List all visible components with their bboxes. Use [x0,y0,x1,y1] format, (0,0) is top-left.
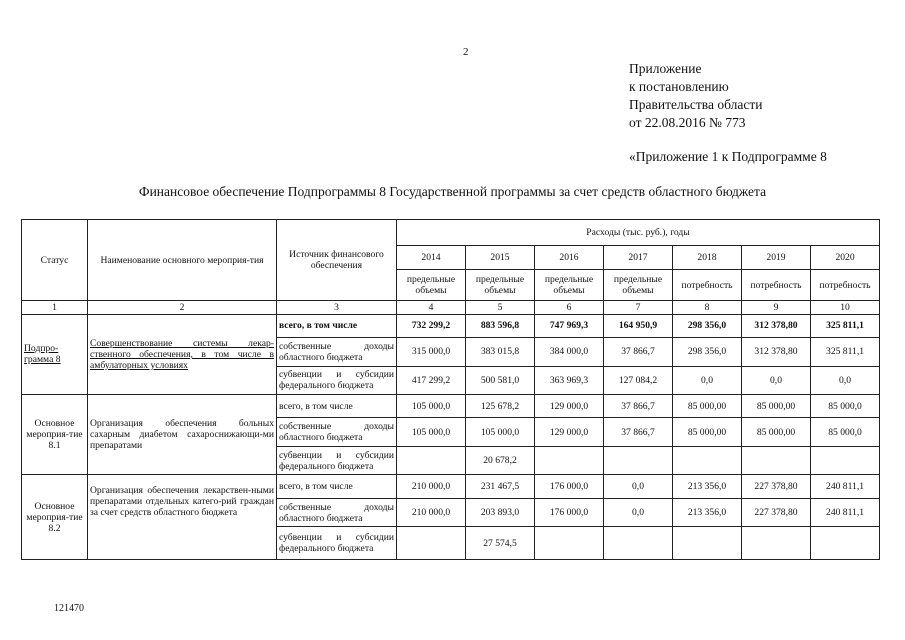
table-row [22,395,880,418]
page-number: 2 [463,46,469,58]
header-year: 2014 [397,246,466,269]
header-kind: потребность [673,269,742,301]
value-cell: 127 084,2 [604,366,673,395]
appendix-line: от 22.08.2016 № 773 [629,115,746,130]
measure-name-cell: Совершенствование системы лекар-ственного обеспечения, в том числе в амбулаторных условиях [88,314,277,394]
value-cell: 312 378,80 [742,338,811,367]
table-row [22,314,880,337]
value-cell: 37 866,7 [604,395,673,418]
value-cell [742,446,811,475]
value-cell: 0,0 [604,498,673,527]
header-year: 2019 [742,246,811,269]
financing-table [21,219,880,560]
value-cell [673,446,742,475]
value-cell: 203 893,0 [466,498,535,527]
value-cell: 883 596,8 [466,314,535,337]
appendix-block [629,60,762,132]
header-year: 2017 [604,246,673,269]
measure-name-cell: Организация обеспечения лекарствен-ными препаратами отдельных катего-рий граждан за счет средств областного бюджета [88,475,277,560]
source-cell: собственные доходы областного бюджета [277,498,397,527]
value-cell: 732 299,2 [397,314,466,337]
value-cell: 325 811,1 [811,314,880,337]
value-cell: 363 969,3 [535,366,604,395]
value-cell: 85 000,0 [811,395,880,418]
source-cell: всего, в том числе [277,475,397,498]
value-cell: 37 866,7 [604,338,673,367]
value-cell: 129 000,0 [535,395,604,418]
value-cell: 125 678,2 [466,395,535,418]
value-cell [811,527,880,560]
value-cell [604,446,673,475]
status-cell: Подпро-грамма 8 [22,314,88,394]
value-cell: 85 000,00 [673,395,742,418]
value-cell: 85 000,00 [742,418,811,447]
table-row [22,475,880,498]
measure-name-cell: Организация обеспечения больных сахарным диабетом сахароснижающи-ми препаратами [88,395,277,475]
header-kind: предельные объемы [604,269,673,301]
value-cell: 0,0 [811,366,880,395]
header-kind: потребность [742,269,811,301]
value-cell: 0,0 [742,366,811,395]
header-year: 2020 [811,246,880,269]
value-cell: 240 811,1 [811,498,880,527]
document-code: 121470 [54,603,84,614]
value-cell: 210 000,0 [397,475,466,498]
source-cell: собственные доходы областного бюджета [277,338,397,367]
value-cell [535,527,604,560]
header-year: 2016 [535,246,604,269]
value-cell: 227 378,80 [742,498,811,527]
header-kind: предельные объемы [466,269,535,301]
column-number: 4 [397,301,466,314]
source-cell: субвенции и субсидии федерального бюджета [277,366,397,395]
value-cell [397,446,466,475]
header-kind: предельные объемы [535,269,604,301]
value-cell: 500 581,0 [466,366,535,395]
value-cell: 85 000,0 [811,418,880,447]
value-cell: 298 356,0 [673,338,742,367]
value-cell [397,527,466,560]
status-cell: Основное мероприя-тие 8.1 [22,395,88,475]
status-cell: Основное мероприя-тие 8.2 [22,475,88,560]
column-number: 6 [535,301,604,314]
source-cell: собственные доходы областного бюджета [277,418,397,447]
appendix-line: Приложение [629,61,702,76]
value-cell: 20 678,2 [466,446,535,475]
column-number: 10 [811,301,880,314]
value-cell: 231 467,5 [466,475,535,498]
header-status: Статус [22,220,88,301]
appendix-line: Правительства области [629,97,763,112]
appendix-line: к постановлению [629,79,729,94]
value-cell: 105 000,0 [397,418,466,447]
column-number: 1 [22,301,88,314]
source-cell: всего, в том числе [277,314,397,337]
value-cell: 383 015,8 [466,338,535,367]
column-number: 9 [742,301,811,314]
column-number: 7 [604,301,673,314]
value-cell: 384 000,0 [535,338,604,367]
value-cell: 85 000,00 [673,418,742,447]
value-cell: 176 000,0 [535,475,604,498]
header-kind: предельные объемы [397,269,466,301]
value-cell [742,527,811,560]
column-number: 5 [466,301,535,314]
column-number: 2 [88,301,277,314]
value-cell: 325 811,1 [811,338,880,367]
value-cell: 0,0 [604,475,673,498]
value-cell: 227 378,80 [742,475,811,498]
header-kind: потребность [811,269,880,301]
value-cell: 747 969,3 [535,314,604,337]
value-cell: 240 811,1 [811,475,880,498]
value-cell: 312 378,80 [742,314,811,337]
value-cell: 129 000,0 [535,418,604,447]
header-name: Наименование основного мероприя-тия [88,220,277,301]
column-number: 3 [277,301,397,314]
header-year: 2015 [466,246,535,269]
annex-line: «Приложение 1 к Подпрограмме 8 [629,149,827,164]
header-year: 2018 [673,246,742,269]
source-cell: субвенции и субсидии федерального бюджета [277,446,397,475]
value-cell: 85 000,00 [742,395,811,418]
value-cell: 0,0 [673,366,742,395]
value-cell [811,446,880,475]
document-title: Финансовое обеспечение Подпрограммы 8 Государственной программы за счет средств областного бюджета [138,184,767,199]
value-cell: 210 000,0 [397,498,466,527]
source-cell: субвенции и субсидии федерального бюджета [277,527,397,560]
value-cell [673,527,742,560]
column-number: 8 [673,301,742,314]
value-cell: 105 000,0 [466,418,535,447]
header-expenses: Расходы (тыс. руб.), годы [397,220,880,246]
source-cell: всего, в том числе [277,395,397,418]
value-cell: 164 950,9 [604,314,673,337]
value-cell: 298 356,0 [673,314,742,337]
value-cell [535,446,604,475]
value-cell: 213 356,0 [673,475,742,498]
value-cell: 27 574,5 [466,527,535,560]
value-cell: 37 866,7 [604,418,673,447]
value-cell [604,527,673,560]
header-source: Источник финансового обеспечения [277,220,397,301]
value-cell: 213 356,0 [673,498,742,527]
value-cell: 417 299,2 [397,366,466,395]
value-cell: 176 000,0 [535,498,604,527]
value-cell: 105 000,0 [397,395,466,418]
value-cell: 315 000,0 [397,338,466,367]
